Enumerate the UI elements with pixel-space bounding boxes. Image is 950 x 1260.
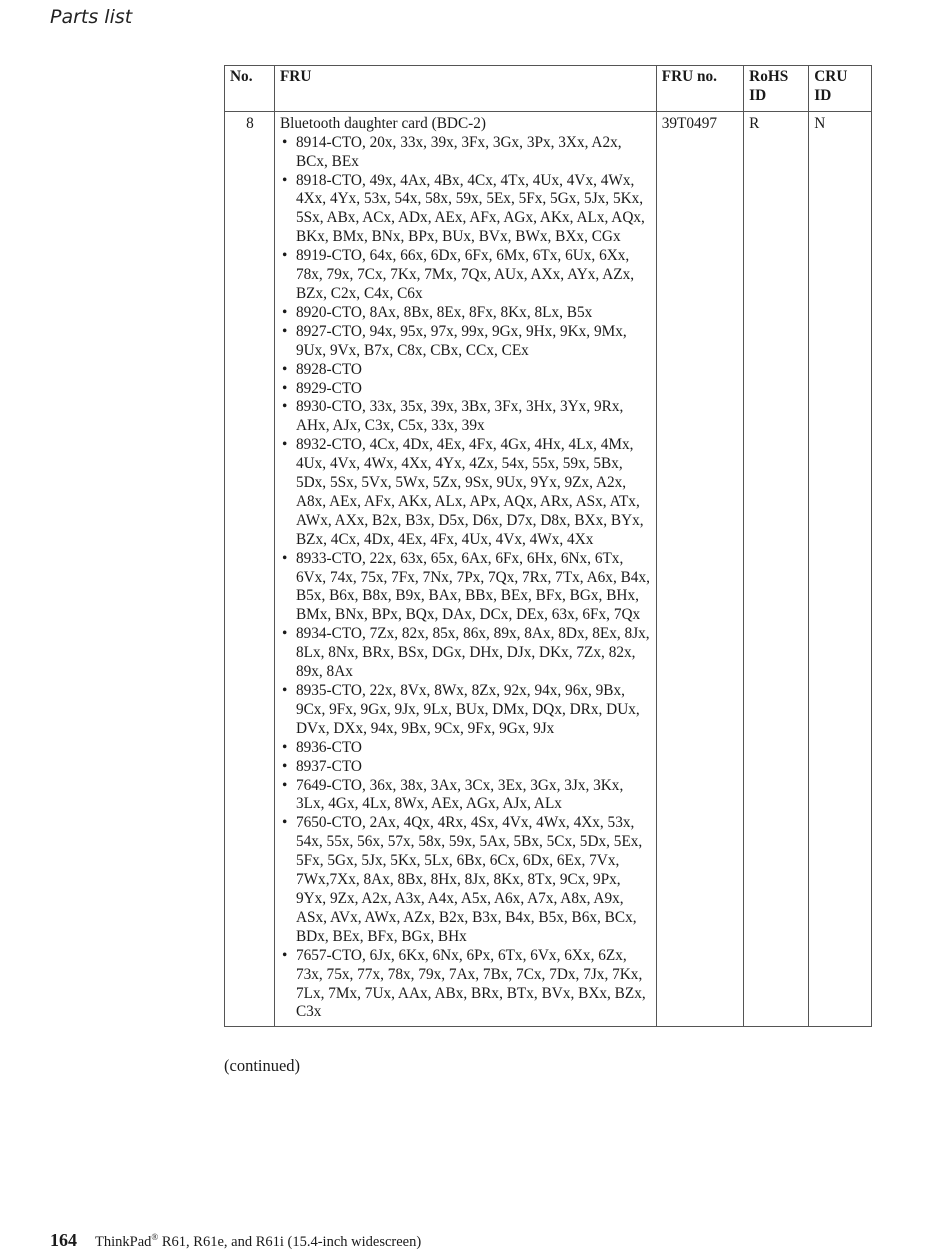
model-list-item: • 7657-CTO, 6Jx, 6Kx, 6Nx, 6Px, 6Tx, 6Vx, 6Xx, 6Zx, 73x, 75x, 77x, 78x, 79x, 7Ax, 7Bx, 7Cx, 7Dx, 7Jx, 7Kx, 7Lx, 7Mx, 7Ux, AAx, ABx, BRx, BTx, BVx, BXx, BZx, C3x [280, 947, 652, 1023]
registered-mark: ® [151, 1232, 159, 1243]
model-list-item: • 7649-CTO, 36x, 38x, 3Ax, 3Cx, 3Ex, 3Gx, 3Jx, 3Kx, 3Lx, 4Gx, 4Lx, 8Wx, AEx, AGx, AJx, ALx [280, 777, 652, 815]
model-list-item: • 8928-CTO [280, 361, 652, 380]
parts-table [224, 65, 872, 1027]
model-list-item: • 8933-CTO, 22x, 63x, 65x, 6Ax, 6Fx, 6Hx, 6Nx, 6Tx, 6Vx, 74x, 75x, 7Fx, 7Nx, 7Px, 7Qx, 7Rx, 7Tx, A6x, B4x, B5x, B6x, B8x, B9x, BAx, BBx, BEx, BFx, BGx, BHx, BMx, BNx, BPx, BQx, DAx, DCx, DEx, 63x, 6Fx, 7Qx [280, 550, 652, 626]
footer-brand: ThinkPad [95, 1234, 152, 1250]
rohs-id: R [744, 111, 809, 1027]
model-list-item: • 8914-CTO, 20x, 33x, 39x, 3Fx, 3Gx, 3Px, 3Xx, A2x, BCx, BEx [280, 134, 652, 172]
page-number: 164 [50, 1230, 77, 1250]
column-header-cru-id: CRU ID [809, 66, 872, 112]
column-header-fru-no: FRU no. [656, 66, 743, 112]
footer-title [95, 1234, 421, 1250]
fru-cell [274, 111, 656, 1027]
model-list-item: • 8930-CTO, 33x, 35x, 39x, 3Bx, 3Fx, 3Hx, 3Yx, 9Rx, AHx, AJx, C3x, C5x, 33x, 39x [280, 398, 652, 436]
fru-description: Bluetooth daughter card (BDC-2) [279, 114, 486, 132]
model-list-item: • 8934-CTO, 7Zx, 82x, 85x, 86x, 89x, 8Ax, 8Dx, 8Ex, 8Jx, 8Lx, 8Nx, BRx, BSx, DGx, DHx, DJx, DKx, 7Zx, 82x, 89x, 8Ax [280, 625, 652, 682]
cru-id: N [809, 111, 872, 1027]
model-list-item: • 8920-CTO, 8Ax, 8Bx, 8Ex, 8Fx, 8Kx, 8Lx, B5x [280, 304, 652, 323]
model-list [280, 134, 652, 1023]
fru-number: 39T0497 [656, 111, 743, 1027]
table-row [225, 111, 872, 1027]
model-list-item: • 8927-CTO, 94x, 95x, 97x, 99x, 9Gx, 9Hx, 9Kx, 9Mx, 9Ux, 9Vx, B7x, C8x, CBx, CCx, CEx [280, 323, 652, 361]
column-header-no: No. [225, 66, 275, 112]
footer-models: R61, R61e, and R61i (15.4-inch widescreen) [158, 1234, 422, 1250]
model-list-item: • 8935-CTO, 22x, 8Vx, 8Wx, 8Zx, 92x, 94x, 96x, 9Bx, 9Cx, 9Fx, 9Gx, 9Jx, 9Lx, BUx, DMx, DQx, DRx, DUx, DVx, DXx, 94x, 9Bx, 9Cx, 9Fx, 9Gx, 9Jx [280, 682, 652, 739]
table-header-row [225, 66, 872, 112]
model-list-item: • 8918-CTO, 49x, 4Ax, 4Bx, 4Cx, 4Tx, 4Ux, 4Vx, 4Wx, 4Xx, 4Yx, 53x, 54x, 58x, 59x, 5Ex, 5Fx, 5Gx, 5Jx, 5Kx, 5Sx, ABx, ACx, ADx, AEx, AFx, AGx, AKx, ALx, AQx, BKx, BMx, BNx, BPx, BUx, BVx, BWx, BXx, CGx [280, 172, 652, 248]
model-list-item: • 8929-CTO [280, 380, 652, 399]
running-header: Parts list [50, 6, 133, 28]
item-number: 8 [225, 111, 275, 1027]
continued-note: (continued) [224, 1056, 301, 1075]
page-footer [50, 1230, 421, 1251]
model-list-item: • 8937-CTO [280, 758, 652, 777]
model-list-item: • 7650-CTO, 2Ax, 4Qx, 4Rx, 4Sx, 4Vx, 4Wx, 4Xx, 53x, 54x, 55x, 56x, 57x, 58x, 59x, 5Ax, 5Bx, 5Cx, 5Dx, 5Ex, 5Fx, 5Gx, 5Jx, 5Kx, 5Lx, 6Bx, 6Cx, 6Dx, 6Ex, 7Vx, 7Wx,7Xx, 8Ax, 8Bx, 8Hx, 8Jx, 8Kx, 8Tx, 9Cx, 9Px, 9Yx, 9Zx, A2x, A3x, A4x, A5x, A6x, A7x, A8x, A9x, ASx, AVx, AWx, AZx, B2x, B3x, B4x, B5x, B6x, BCx, BDx, BEx, BFx, BGx, BHx [280, 814, 652, 946]
column-header-rohs-id: RoHS ID [744, 66, 809, 112]
model-list-item: • 8932-CTO, 4Cx, 4Dx, 4Ex, 4Fx, 4Gx, 4Hx, 4Lx, 4Mx, 4Ux, 4Vx, 4Wx, 4Xx, 4Yx, 4Zx, 54x, 55x, 59x, 5Bx, 5Dx, 5Sx, 5Vx, 5Wx, 5Zx, 9Sx, 9Ux, 9Yx, 9Zx, A2x, A8x, AEx, AFx, AKx, ALx, APx, AQx, ARx, ASx, ATx, AWx, AXx, B2x, B3x, D5x, D6x, D7x, D8x, BXx, BYx, BZx, 4Cx, 4Dx, 4Ex, 4Fx, 4Ux, 4Vx, 4Wx, 4Xx [280, 436, 652, 549]
column-header-fru: FRU [274, 66, 656, 112]
model-list-item: • 8919-CTO, 64x, 66x, 6Dx, 6Fx, 6Mx, 6Tx, 6Ux, 6Xx, 78x, 79x, 7Cx, 7Kx, 7Mx, 7Qx, AUx, AXx, AYx, AZx, BZx, C2x, C4x, C6x [280, 247, 652, 304]
model-list-item: • 8936-CTO [280, 739, 652, 758]
